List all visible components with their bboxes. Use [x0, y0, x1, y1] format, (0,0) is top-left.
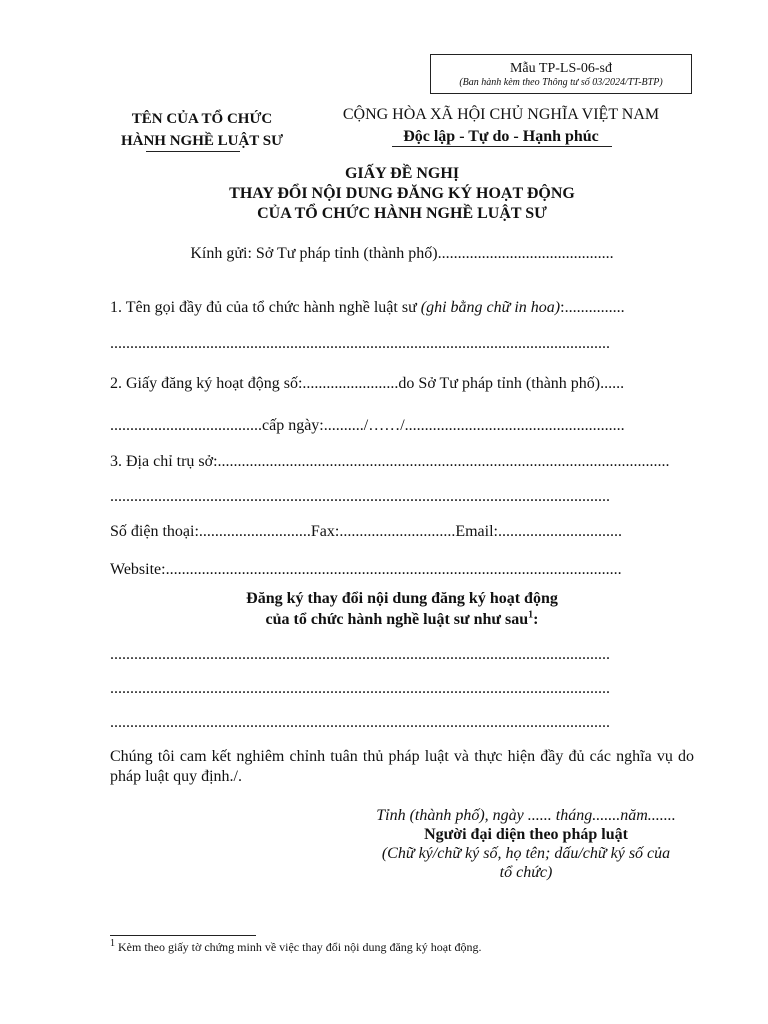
national-title: CỘNG HÒA XÃ HỘI CHỦ NGHĨA VIỆT NAM: [342, 106, 660, 123]
register-heading-line-1: Đăng ký thay đổi nội dung đăng ký hoạt động: [246, 590, 558, 607]
footnote-separator: [110, 935, 256, 936]
signature-note-line-1: (Chữ ký/chữ ký số, họ tên; dấu/chữ ký số của: [381, 845, 671, 862]
footnote: [110, 939, 481, 955]
signature-note-line-2: tổ chức): [499, 864, 553, 881]
title-line-1: GIẤY ĐỀ NGHỊ: [344, 165, 460, 182]
organization-name-hint: (ghi bằng chữ in hoa): [420, 299, 561, 316]
motto-underline: [392, 146, 612, 147]
commitment-statement: Chúng tôi cam kết nghiêm chỉnh tuân thủ pháp luật và thực hiện đầy đủ các nghĩa vụ do pháp luật quy định./.: [110, 748, 694, 785]
form-issuance-note: (Ban hành kèm theo Thông tư số 03/2024/TT-BTP): [459, 77, 663, 88]
document-title: [110, 164, 694, 224]
title-line-2: THAY ĐỔI NỘI DUNG ĐĂNG KÝ HOẠT ĐỘNG: [229, 185, 575, 202]
register-content-line-2: .............................................................................................................................: [110, 680, 610, 697]
footnote-reference: 1: [528, 610, 534, 621]
register-heading-line-2: [110, 610, 694, 630]
register-heading-colon: :: [533, 611, 539, 628]
recipient-line: Kính gửi: Sở Tư pháp tỉnh (thành phố)............................................: [190, 245, 614, 262]
signature-role: Người đại diện theo pháp luật: [424, 826, 628, 843]
organization-name-dots: :...............: [560, 299, 625, 316]
field-registration-license: 2. Giấy đăng ký hoạt động số:........................do Sở Tư pháp tỉnh (thành phố)......: [110, 375, 625, 392]
register-content-line-1: .............................................................................................................................: [110, 646, 610, 663]
register-heading-text: của tổ chức hành nghề luật sư như sau: [265, 611, 529, 628]
national-motto: Độc lập - Tự do - Hạnh phúc: [403, 128, 599, 145]
title-line-3: CỦA TỔ CHỨC HÀNH NGHỀ LUẬT SƯ: [257, 205, 547, 222]
field-issue-date: ......................................cấp ngày:........../……/.......................................................: [110, 417, 625, 434]
signature-place-date: Tỉnh (thành phố), ngày ...... tháng.......năm.......: [376, 807, 676, 824]
footnote-mark: 1: [110, 938, 115, 949]
form-code-box: [430, 54, 692, 94]
organization-line-2: HÀNH NGHỀ LUẬT SƯ: [120, 133, 284, 149]
organization-name-continuation: .............................................................................................................................: [110, 335, 610, 352]
organization-underline: [146, 151, 240, 152]
field-head-office-address: 3. Địa chỉ trụ sở:.................................................................................................................: [110, 453, 670, 470]
organization-header: [104, 108, 300, 152]
organization-name-label: 1. Tên gọi đầy đủ của tổ chức hành nghề luật sư: [110, 299, 421, 316]
organization-line-1: TÊN CỦA TỔ CHỨC: [131, 111, 273, 127]
register-content-line-3: .............................................................................................................................: [110, 714, 610, 731]
form-code: Mẫu TP-LS-06-sđ: [509, 61, 613, 76]
field-website: Website:..................................................................................................................: [110, 561, 622, 578]
address-continuation: .............................................................................................................................: [110, 488, 610, 505]
national-header: [318, 104, 684, 148]
footnote-text: Kèm theo giấy tờ chứng minh về việc thay đổi nội dung đăng ký hoạt động.: [115, 940, 482, 954]
signature-block: [346, 806, 706, 882]
field-organization-name: [110, 298, 694, 318]
field-contact: Số điện thoại:............................Fax:.............................Email:...............................: [110, 523, 622, 540]
